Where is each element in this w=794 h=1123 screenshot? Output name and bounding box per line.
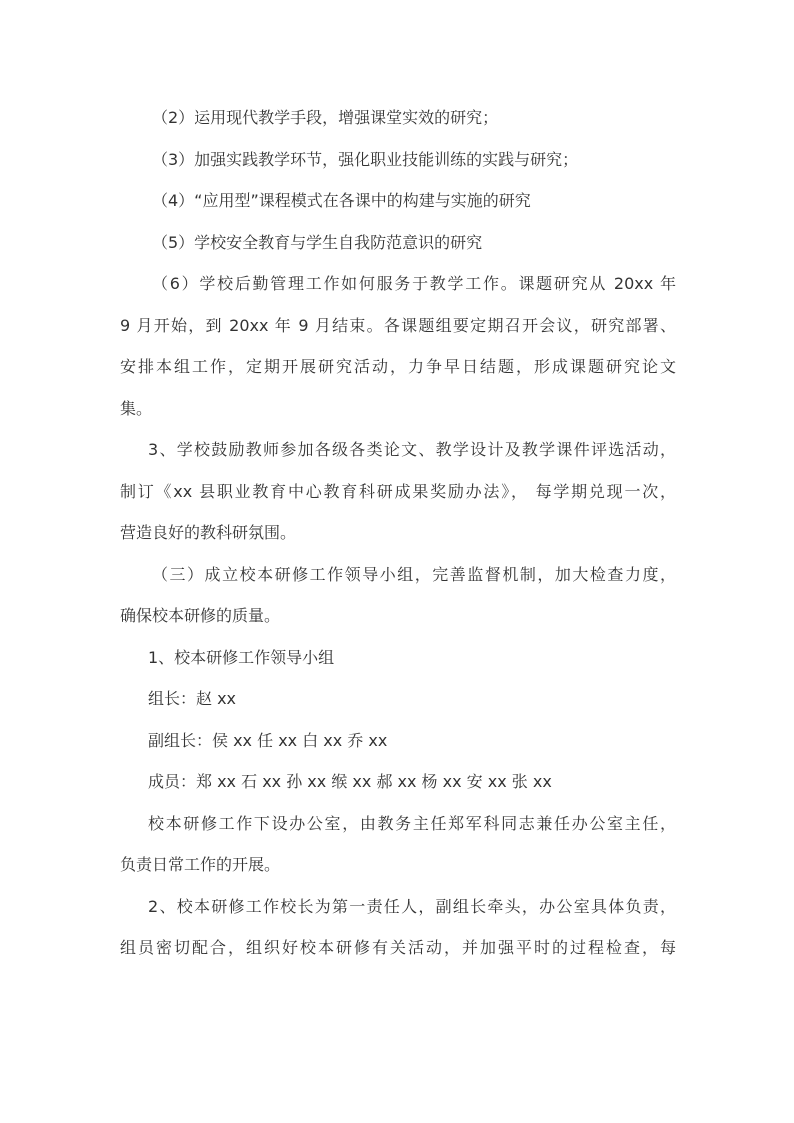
item-4-line: （4）“应用型”课程模式在各课中的构建与实施的研究: [152, 191, 531, 210]
item-6-line-4: 集。: [120, 399, 153, 418]
members-line: 成员：郑 xx 石 xx 孙 xx 缑 xx 郝 xx 杨 xx 安 xx 张 xx: [148, 772, 552, 791]
item-6-line-1: （6）学校后勤管理工作如何服务于教学工作。课题研究从 20xx 年: [152, 274, 676, 293]
item-6-line-2: 9 月开始，到 20xx 年 9 月结束。各课题组要定期召开会议，研究部署、: [120, 316, 676, 335]
section-3-heading-line-1: （三）成立校本研修工作领导小组，完善监督机制，加大检查力度，: [152, 565, 676, 584]
para-3-line-3: 营造良好的教科研氛围。: [120, 523, 297, 542]
item-5-line: （5）学校安全教育与学生自我防范意识的研究: [152, 233, 483, 252]
leader-line: 组长：赵 xx: [148, 689, 237, 708]
item-3-line: （3）加强实践教学环节，强化职业技能训练的实践与研究；: [152, 150, 579, 169]
subsection-1-heading: 1、校本研修工作领导小组: [148, 648, 335, 667]
para-3-line-2: 制订《xx 县职业教育中心教育科研成果奖励办法》， 每学期兑现一次，: [120, 482, 676, 501]
item-2-line: （2）运用现代教学手段，增强课堂实效的研究；: [152, 108, 499, 127]
para-2-line-2: 组员密切配合，组织好校本研修有关活动，并加强平时的过程检查，每: [120, 938, 676, 957]
para-2-line-1: 2、校本研修工作校长为第一责任人，副组长牵头，办公室具体负责，: [148, 897, 676, 916]
deputy-leaders-line: 副组长：侯 xx 任 xx 白 xx 乔 xx: [148, 731, 388, 750]
office-para-line-2: 负责日常工作的开展。: [120, 855, 281, 874]
para-3-line-1: 3、学校鼓励教师参加各级各类论文、教学设计及教学课件评选活动，: [148, 440, 676, 459]
section-3-heading-line-2: 确保校本研修的质量。: [120, 606, 281, 625]
item-6-line-3: 安排本组工作，定期开展研究活动，力争早日结题，形成课题研究论文: [120, 357, 676, 376]
office-para-line-1: 校本研修工作下设办公室，由教务主任郑军科同志兼任办公室主任，: [148, 814, 676, 833]
